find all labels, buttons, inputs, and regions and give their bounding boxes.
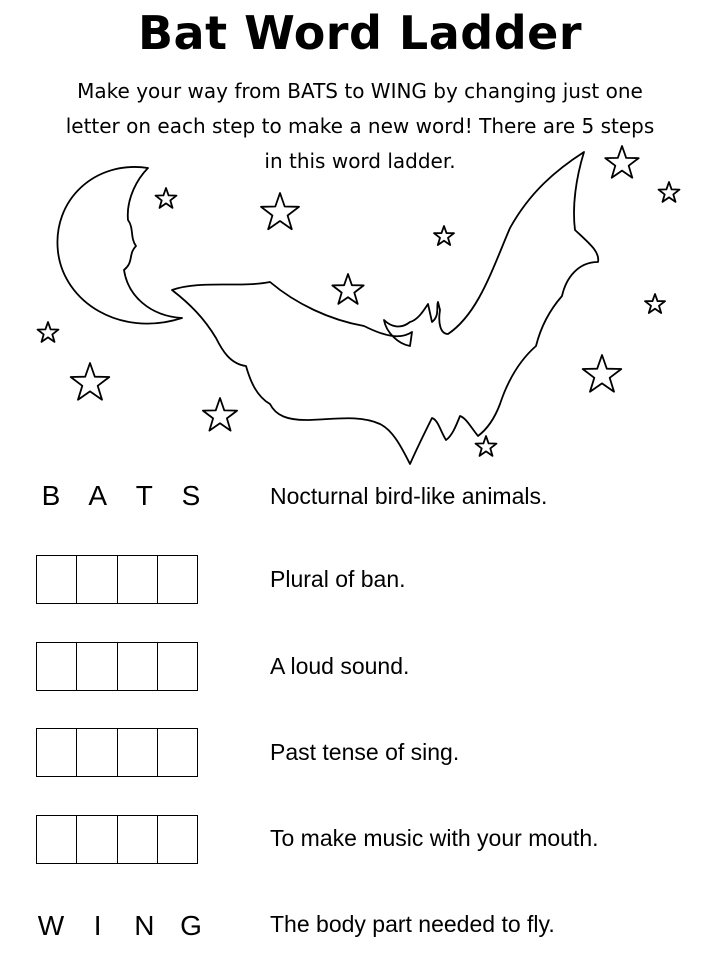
start-word [36,480,206,512]
end-letter: N [134,910,155,941]
page-title: Bat Word Ladder [137,6,583,60]
clue-text: Plural of ban. [270,566,406,592]
clue-text: Nocturnal bird-like animals. [270,483,548,509]
answer-boxes[interactable] [36,642,198,691]
end-letter: W [37,910,65,941]
letter-box[interactable] [118,643,158,690]
letter-box[interactable] [37,729,77,776]
letter-box[interactable] [118,556,158,603]
bat-icon [172,152,598,464]
letter-box[interactable] [77,729,117,776]
end-letter: G [180,910,202,941]
letter-box[interactable] [118,729,158,776]
letter-box[interactable] [37,643,77,690]
start-letter: A [88,480,107,511]
instructions-line: letter on each step to make a new word! There are 5 steps [65,114,655,138]
answer-boxes[interactable] [36,815,198,864]
answer-boxes[interactable] [36,555,198,604]
start-letter: B [41,480,61,511]
start-letter: T [135,480,153,511]
start-letter: S [181,480,201,511]
instructions-line: Make your way from BATS to WING by changing just one [77,79,643,103]
letter-box[interactable] [37,816,77,863]
letter-box[interactable] [158,816,197,863]
clue-text: The body part needed to fly. [270,911,555,937]
end-word [36,910,206,942]
letter-box[interactable] [77,556,117,603]
letter-box[interactable] [158,643,197,690]
letter-box[interactable] [77,816,117,863]
clue-text: A loud sound. [270,653,410,679]
letter-box[interactable] [118,816,158,863]
letter-box[interactable] [37,556,77,603]
clue-text: Past tense of sing. [270,739,460,765]
letter-box[interactable] [158,556,197,603]
instructions-line: in this word ladder. [264,149,456,173]
clue-text: To make music with your mouth. [270,825,599,851]
letter-box[interactable] [77,643,117,690]
answer-boxes[interactable] [36,728,198,777]
star-icon [38,146,680,456]
end-letter: I [93,910,102,941]
letter-box[interactable] [158,729,197,776]
moon-icon [57,167,182,324]
bat-moon-illustration [0,140,720,470]
